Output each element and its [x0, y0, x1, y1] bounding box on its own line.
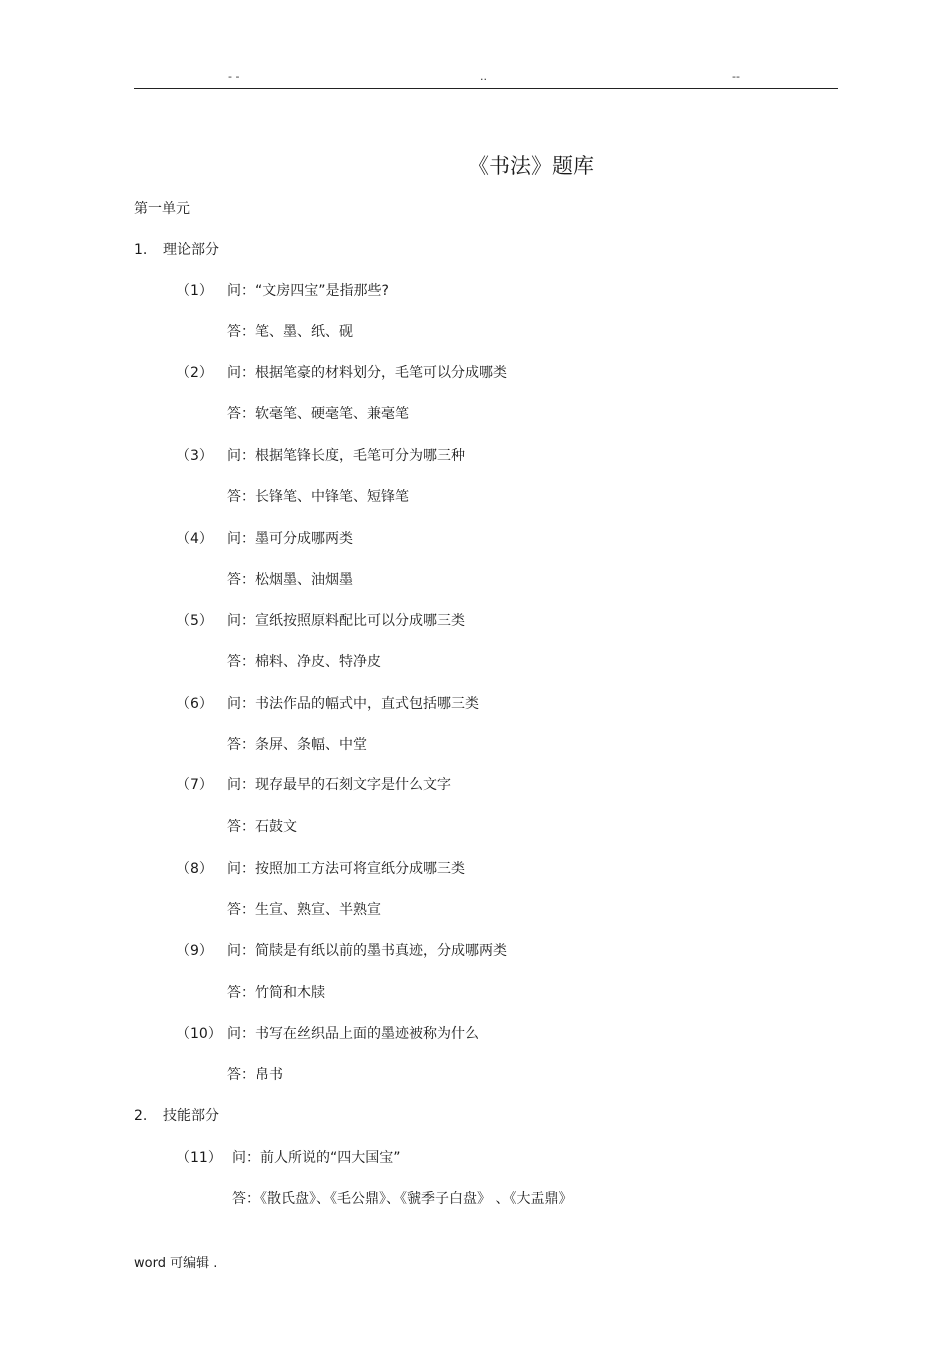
section-heading: 理论部分 [163, 242, 219, 258]
answer-text: 答：石鼓文 [227, 819, 297, 835]
answer-text: 答：长锋笔、中锋笔、短锋笔 [227, 489, 409, 505]
answer-text: 答：松烟墨、油烟墨 [227, 572, 353, 588]
answer-text: 答：笔、墨、纸、砚 [227, 324, 353, 340]
question-text: 问：“文房四宝”是指那些? [227, 283, 389, 299]
question-text: 问：书写在丝织品上面的墨迹被称为什么 [227, 1026, 479, 1042]
question-number: （8） [176, 861, 213, 877]
header-center: .. [480, 70, 487, 83]
answer-text: 答：《散氏盘》、《毛公鼎》、《虢季子白盘》 、《大盂鼎》 [232, 1191, 573, 1207]
question-number: （6） [176, 696, 213, 712]
answer-text: 答：软毫笔、硬毫笔、兼毫笔 [227, 406, 409, 422]
section-number: 1. [134, 242, 148, 258]
header-left: - - [228, 70, 240, 83]
section-heading: 技能部分 [163, 1108, 219, 1124]
header-rule [134, 88, 838, 89]
question-text: 问：根据笔豪的材料划分，毛笔可以分成哪类 [227, 365, 507, 381]
question-number: （10） [176, 1026, 222, 1042]
question-number: （2） [176, 365, 213, 381]
question-text: 问：按照加工方法可将宣纸分成哪三类 [227, 861, 465, 877]
answer-text: 答：竹简和木牍 [227, 985, 325, 1001]
question-text: 问：根据笔锋长度，毛笔可分为哪三种 [227, 448, 465, 464]
header-right: -- [732, 70, 740, 83]
question-text: 问：前人所说的“四大国宝” [232, 1150, 401, 1166]
question-text: 问：简牍是有纸以前的墨书真迹，分成哪两类 [227, 943, 507, 959]
unit-heading: 第一单元 [134, 201, 190, 217]
question-text: 问：现存最早的石刻文字是什么文字 [227, 777, 451, 793]
question-number: （1） [176, 283, 213, 299]
question-number: （4） [176, 531, 213, 547]
answer-text: 答：棉料、净皮、特净皮 [227, 654, 381, 670]
question-number: （5） [176, 613, 213, 629]
question-number: （11） [176, 1150, 222, 1166]
document-title: 《书法》题库 [468, 154, 594, 178]
question-number: （7） [176, 777, 213, 793]
question-text: 问：宣纸按照原料配比可以分成哪三类 [227, 613, 465, 629]
question-text: 问：墨可分成哪两类 [227, 531, 353, 547]
answer-text: 答：帛书 [227, 1067, 283, 1083]
question-text: 问：书法作品的幅式中，直式包括哪三类 [227, 696, 479, 712]
question-number: （9） [176, 943, 213, 959]
answer-text: 答：条屏、条幅、中堂 [227, 737, 367, 753]
section-number: 2. [134, 1108, 148, 1124]
page-footer: word 可编辑 . [134, 1256, 218, 1271]
question-number: （3） [176, 448, 213, 464]
answer-text: 答：生宣、熟宣、半熟宣 [227, 902, 381, 918]
